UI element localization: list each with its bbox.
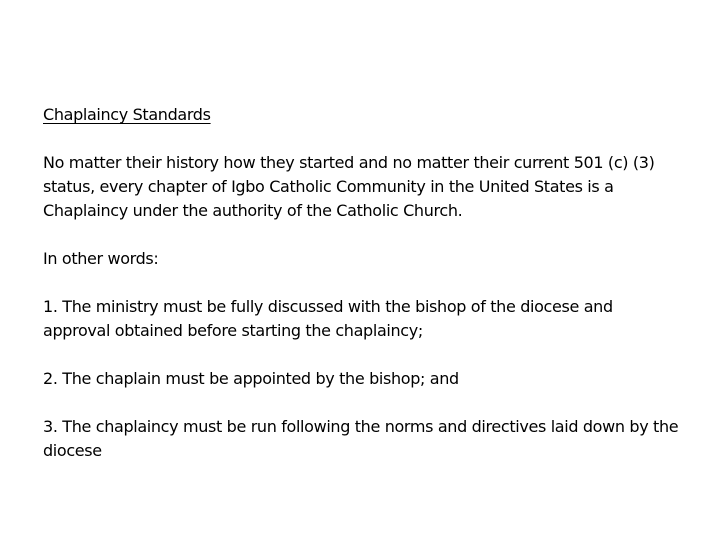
list-item-3: 3. The chaplaincy must be run following the norms and directives laid down by the diocese — [43, 417, 679, 460]
lead-paragraph: In other words: — [43, 249, 159, 268]
slide-title: Chaplaincy Standards — [43, 105, 211, 124]
slide-body — [43, 103, 683, 487]
title-line — [43, 103, 683, 127]
list-item-2: 2. The chaplain must be appointed by the bishop; and — [43, 369, 459, 388]
intro-paragraph: No matter their history how they started and no matter their current 501 (c) (3) status, every chapter of Igbo Catholic Community in the United States is a Chaplaincy under the authority of the Catholic Church. — [43, 153, 655, 220]
list-item-1: 1. The ministry must be fully discussed with the bishop of the diocese and approval obtained before starting the chaplaincy; — [43, 297, 613, 340]
